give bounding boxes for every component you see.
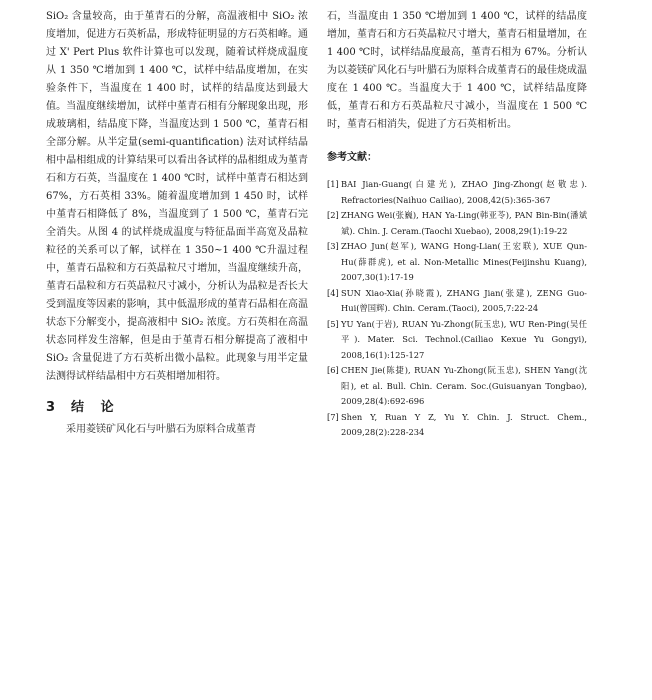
reference-item (327, 208, 587, 239)
reference-item (327, 177, 587, 208)
reference-text: ZHAO Jun(赵军), WANG Hong-Lian(王宏联), XUE Qun-Hu(薛群虎), et al. Non-Metallic Mines(Feijinshu Kuang), 2007,30(1):17-19 (341, 241, 587, 282)
left-column (46, 8, 308, 439)
reference-item (327, 317, 587, 364)
reference-number: [6] (327, 365, 339, 375)
reference-item (327, 239, 587, 286)
reference-text: CHEN Jie(陈捷), RUAN Yu-Zhong(阮玉忠), SHEN Yang(沈阳), et al. Bull. Chin. Ceram. Soc.(Guisuanyan Tongbao), 2009,28(4):692-696 (341, 365, 587, 406)
reference-list (327, 177, 587, 441)
reference-number: [4] (327, 287, 339, 298)
reference-text: SUN Xiao-Xia(孙晓霞), ZHANG Jian(张建), ZENG Guo-Hui(曾国辉). Chin. Ceram.(Taoci), 2005,7:22-24 (341, 287, 587, 313)
reference-text: ZHANG Wei(张巍), HAN Ya-Ling(韩亚苓), PAN Bin-Bin(潘斌斌). Chin. J. Ceram.(Taochi Xuebao), 2008,29(1):19-22 (341, 210, 587, 236)
reference-number: [2] (327, 210, 339, 220)
reference-text: YU Yan(于岩), RUAN Yu-Zhong(阮玉忠), WU Ren-Ping(吴任平). Mater. Sci. Technol.(Cailiao Kexue Yu Gongyi), 2008,16(1):125-127 (341, 318, 587, 360)
reference-number: [5] (327, 318, 339, 329)
body-paragraph: 石，当温度由 1 350 ℃增加到 1 400 ℃，试样的结晶度增加，堇青石和方石英晶粒尺寸增大，堇青石相量增加，在 1 400 ℃时，试样结晶度最高，堇青石相为 67%。分析认为以菱镁矿风化石与叶腊石为原料合成堇青石的最佳烧成温度在 1 400 ℃。当温度大于 1 400 ℃，试样结晶度降低，堇青石和方石英晶粒尺寸减小，当温度在 1 500 ℃时，堇青石相消失，促进了方石英相析出。 (327, 11, 587, 130)
references-title: 参考文献： (327, 152, 377, 163)
section-heading (46, 396, 308, 415)
reference-number: [1] (327, 179, 339, 189)
reference-item (327, 363, 587, 410)
section-title: 结 论 (71, 400, 120, 415)
reference-item (327, 410, 587, 441)
reference-number: [3] (327, 241, 339, 251)
reference-number: [7] (327, 411, 339, 422)
body-paragraph: 采用菱镁矿风化石与叶腊石为原料合成堇青 (66, 424, 256, 435)
reference-item (327, 286, 587, 317)
right-column (327, 8, 587, 441)
reference-text: BAI Jian-Guang(白建光), ZHAO Jing-Zhong(赵敬忠). Refractories(Naihuo Cailiao), 2008,42(5):365-367 (341, 179, 587, 205)
reference-text: Shen Y, Ruan Y Z, Yu Y. Chin. J. Struct. Chem., 2009,28(2):228-234 (341, 411, 587, 437)
section-number: 3 (46, 400, 62, 415)
body-paragraph: SiO₂ 含量较高，由于堇青石的分解，高温液相中 SiO₂ 浓度增加，促进方石英析晶，形成特征明显的方石英相峰。通过 X' Pert Plus 软件计算也可以发现，随着试样烧成温度从 1 350 ℃增加到 1 400 ℃，试样中结晶度增加，在实验条件下，当温度在 1 400 时，试样的结晶度达到最大值。当温度继续增加，试样中堇青石相有分解现象出现，形成玻璃相，结晶度下降，当温度达到 1 500 ℃，堇青石相全部分解。从半定量(semi-quantification) 法对试样结晶相中晶相组成的计算结果可以看出各试样的晶相组成为堇青石和方石英，当温度在 1 400 ℃时，试样中堇青石相达到 67%，方石英相 33%。随着温度增加到 1 450 时，试样中堇青石相降低了 8%，当温度到了 1 500 ℃，堇青石完全消失。从图 4 的试样烧成温度与特征晶面半高宽及晶粒粒径的关系可以了解，试样在 1 350~1 400 ℃升温过程中，堇青石晶粒和方石英晶粒尺寸增加，当温度继续升高，堇青石晶粒和方石英晶粒尺寸减小，分析认为晶粒是否长大受到温度等因素的影响，其中低温形成的堇青石晶相在高温状态下分解变小，提高液相中 SiO₂ 浓度。方石英相在高温状态同样发生溶解，但是由于堇青石相分解提高了液相中 SiO₂ 含量促进了方石英析出微小晶粒。此现象与用半定量法测得试样结晶相中方石英相增加相符。 (46, 11, 308, 382)
